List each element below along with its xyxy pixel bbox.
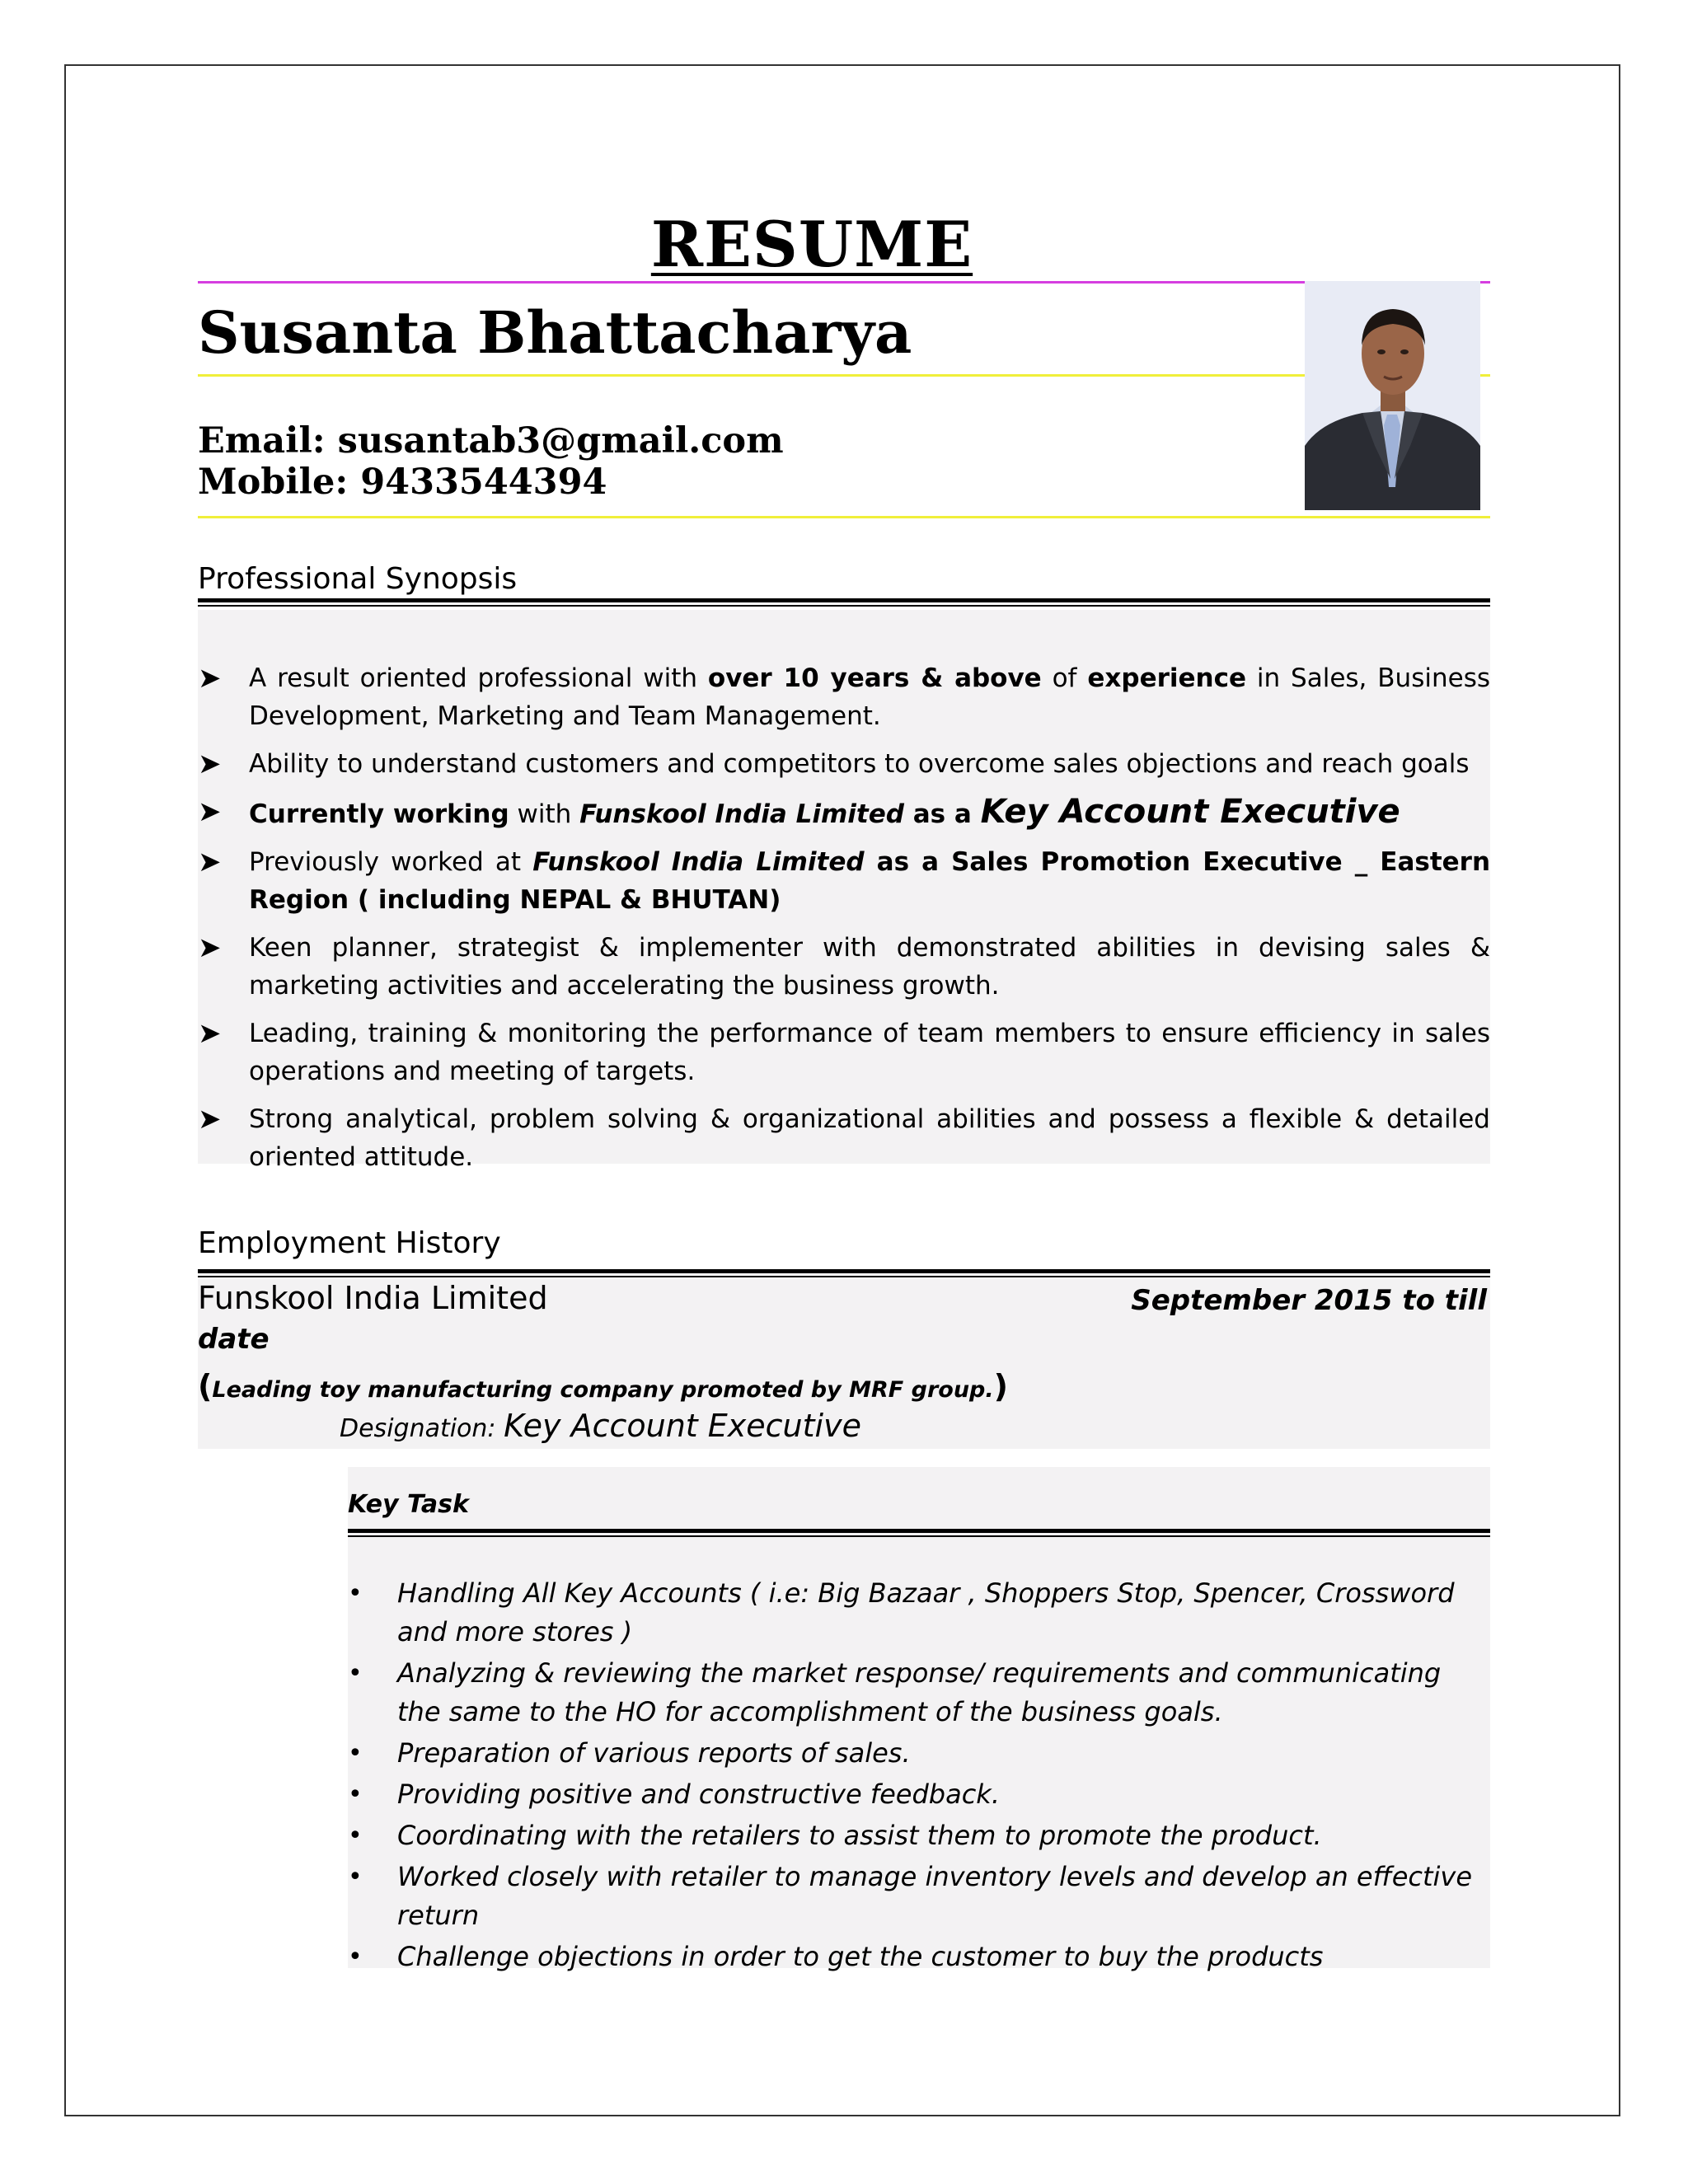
designation xyxy=(340,1408,861,1444)
list-item xyxy=(198,1015,1490,1090)
synopsis-text: Keen planner, strategist & implementer with demonstrated abilities in devising sales & marketing activities and accelerating the business growth. xyxy=(249,933,1490,1001)
company-name: Funskool India Limited xyxy=(198,1280,548,1316)
list-item: • Providing positive and constructive feedback. xyxy=(348,1775,1477,1814)
profile-photo-illustration xyxy=(1305,281,1480,510)
synopsis-text: Ability to understand customers and competitors to overcome sales objections and reach goals xyxy=(249,749,1470,779)
arrow-bullet-icon: ➤ xyxy=(198,662,222,695)
company-name-emphasis: Funskool India Limited xyxy=(532,847,865,877)
arrow-bullet-icon: ➤ xyxy=(198,931,222,964)
list-item xyxy=(198,843,1490,919)
list-item: • Challenge objections in order to get the customer to buy the products xyxy=(348,1938,1477,1976)
mobile-label: Mobile: xyxy=(198,462,349,503)
synopsis-text: of xyxy=(1041,663,1088,693)
synopsis-list xyxy=(198,659,1490,1186)
list-item: • Handling All Key Accounts ( i.e: Big Bazaar , Shoppers Stop, Spencer, Crossword and more stores ) xyxy=(348,1574,1477,1652)
synopsis-emphasis: experience xyxy=(1087,663,1247,693)
synopsis-text: in Sales, Business Development, Marketing and Team Management. xyxy=(249,663,1490,731)
synopsis-emphasis: as a xyxy=(903,799,981,829)
synopsis-emphasis: as a Sales Promotion Executive _ Eastern Region ( including NEPAL & BHUTAN) xyxy=(249,847,1491,915)
list-item xyxy=(198,745,1490,783)
employment-date-continued: date xyxy=(198,1323,270,1356)
company-description-text: Leading toy manufacturing company promoted by MRF group. xyxy=(212,1377,994,1403)
company-name-emphasis: Funskool India Limited xyxy=(579,799,904,829)
employment-rule xyxy=(198,1269,1490,1277)
employment-date: September 2015 to till xyxy=(1131,1284,1487,1317)
list-item xyxy=(198,929,1490,1005)
mobile-line xyxy=(198,462,607,503)
synopsis-text: A result oriented professional with xyxy=(249,663,708,693)
mobile-value: 9433544394 xyxy=(360,462,607,503)
arrow-bullet-icon: ➤ xyxy=(198,748,222,780)
designation-label: Designation: xyxy=(340,1414,496,1443)
arrow-bullet-icon: ➤ xyxy=(198,795,222,828)
synopsis-heading: Professional Synopsis xyxy=(198,562,518,596)
yellow-rule-bottom xyxy=(198,516,1490,518)
profile-photo xyxy=(1305,281,1480,510)
close-paren: ) xyxy=(993,1368,1008,1404)
synopsis-emphasis: Currently working xyxy=(249,799,509,829)
list-item xyxy=(198,659,1490,735)
list-item: • Analyzing & reviewing the market response/ requirements and communicating the same to the HO for accomplishment of the business goals. xyxy=(348,1654,1477,1732)
synopsis-emphasis: over 10 years & above xyxy=(707,663,1042,693)
key-task-rule xyxy=(348,1529,1490,1537)
list-item: • Coordinating with the retailers to assist them to promote the product. xyxy=(348,1816,1477,1855)
current-role-emphasis: Key Account Executive xyxy=(980,793,1400,831)
magenta-rule xyxy=(198,281,1490,284)
task-list xyxy=(348,1574,1477,1979)
synopsis-text: Previously worked at xyxy=(249,847,533,877)
employment-heading: Employment History xyxy=(198,1226,501,1260)
open-paren: ( xyxy=(198,1368,213,1404)
company-description xyxy=(198,1368,1008,1404)
list-item xyxy=(198,793,1490,833)
designation-value: Key Account Executive xyxy=(504,1408,861,1444)
synopsis-text: Leading, training & monitoring the performance of team members to ensure efficiency in sales operations and meeting of targets. xyxy=(249,1019,1490,1086)
list-item xyxy=(198,1100,1490,1176)
synopsis-text: Strong analytical, problem solving & organizational abilities and possess a flexible & detailed oriented attitude. xyxy=(249,1104,1490,1172)
list-item: • Preparation of various reports of sales. xyxy=(348,1734,1477,1773)
arrow-bullet-icon: ➤ xyxy=(198,846,222,879)
list-item: • Worked closely with retailer to manage inventory levels and develop an effective return xyxy=(348,1858,1477,1935)
synopsis-rule xyxy=(198,598,1490,607)
key-task-heading: Key Task xyxy=(348,1490,469,1519)
arrow-bullet-icon: ➤ xyxy=(198,1103,222,1136)
email-value[interactable]: susantab3@gmail.com xyxy=(337,420,784,462)
arrow-bullet-icon: ➤ xyxy=(198,1017,222,1050)
candidate-name: Susanta Bhattacharya xyxy=(198,298,912,367)
email-line xyxy=(198,420,784,462)
email-label: Email: xyxy=(198,420,326,462)
resume-title: RESUME xyxy=(650,208,973,281)
synopsis-text: with xyxy=(509,799,580,829)
yellow-rule-top xyxy=(198,374,1490,377)
